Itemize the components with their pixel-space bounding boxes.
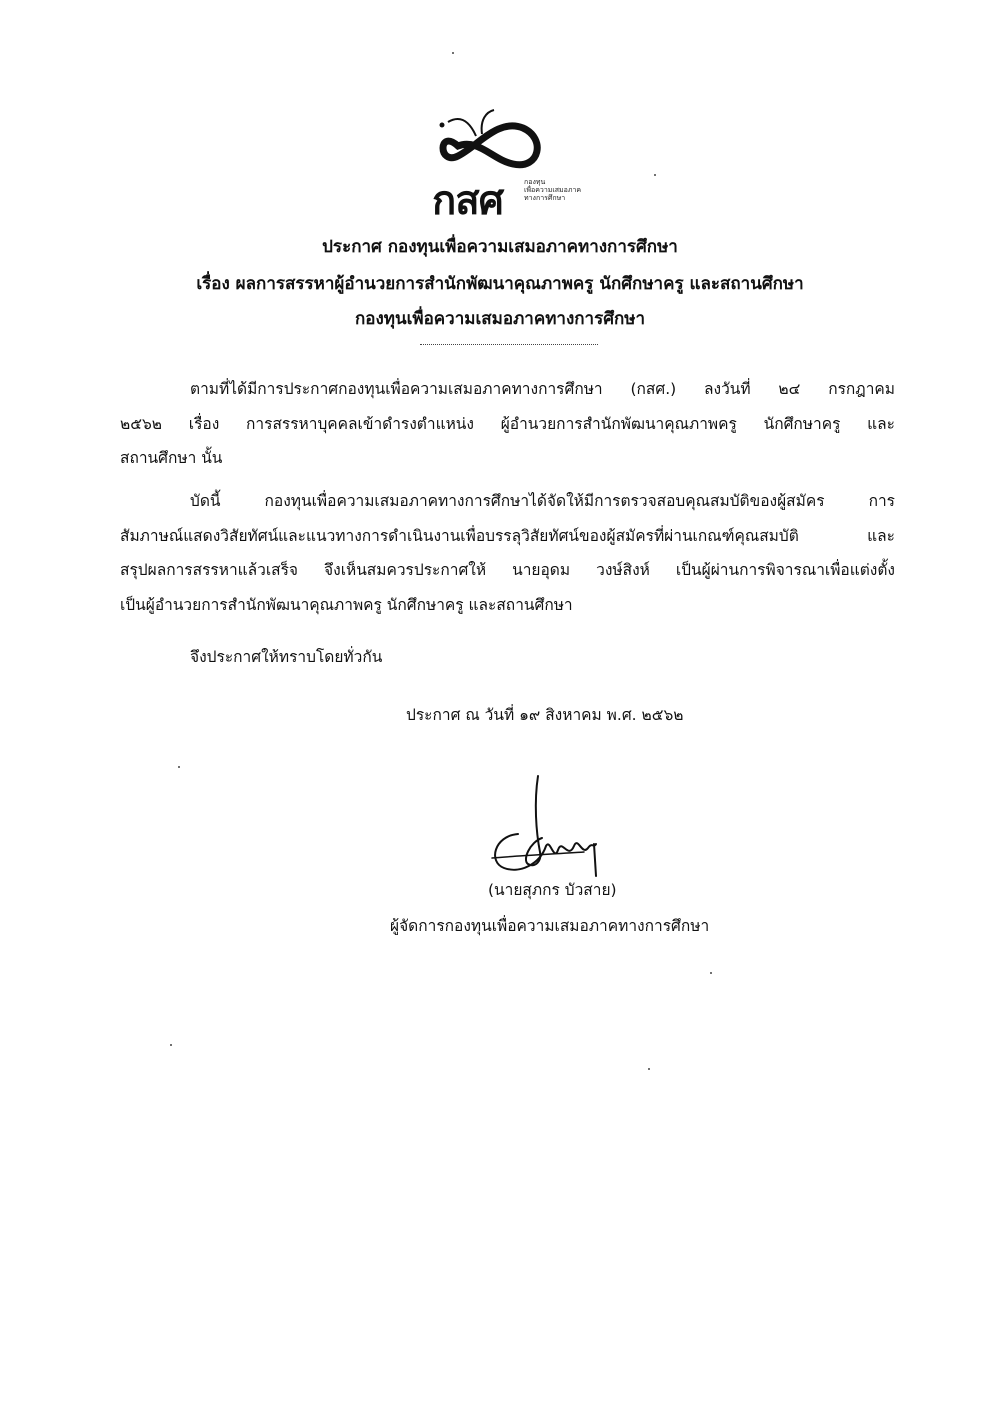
eef-logo: [428, 108, 598, 224]
announcement-subject: เรื่อง ผลการสรรหาผู้อำนวยการสำนักพัฒนาคุณภาพครู นักศึกษาครู และสถานศึกษา: [196, 274, 804, 294]
closing-line: จึงประกาศให้ทราบโดยทั่วกัน: [190, 648, 383, 666]
logo-sub-line: กองทุน: [524, 178, 546, 186]
scan-speck: [452, 52, 454, 54]
logo-subtitle: [524, 178, 604, 202]
scan-speck: [178, 766, 180, 768]
announcement-date: ประกาศ ณ วันที่ ๑๙ สิงหาคม พ.ศ. ๒๕๖๒: [406, 706, 684, 724]
header-divider: [420, 344, 598, 345]
scan-speck: [170, 1044, 172, 1046]
logo-sub-line: ทางการศึกษา: [524, 194, 566, 202]
logo-sub-line: เพื่อความเสมอภาค: [524, 186, 582, 194]
paragraph-line: เป็นผู้อำนวยการสำนักพัฒนาคุณภาพครู นักศึกษาครู และสถานศึกษา: [120, 595, 573, 614]
paragraph-line: ๒๕๖๒ เรื่อง การสรรหาบุคคลเข้าดำรงตำแหน่ง ผู้อำนวยการสำนักพัฒนาคุณภาพครู นักศึกษาครู และ: [120, 414, 895, 433]
paragraph-line: ตามที่ได้มีการประกาศกองทุนเพื่อความเสมอภาคทางการศึกษา (กสศ.) ลงวันที่ ๒๔ กรกฎาคม: [190, 380, 895, 398]
closing-statement: [120, 640, 895, 675]
scan-speck: [654, 174, 656, 176]
announcement-title: ประกาศ กองทุนเพื่อความเสมอภาคทางการศึกษา: [322, 237, 678, 257]
paragraph-line: สัมภาษณ์แสดงวิสัยทัศน์และแนวทางการดำเนินงานเพื่อบรรลุวิสัยทัศน์ของผู้สมัครที่ผ่านเกณฑ์คุณสมบัติ และ: [120, 526, 895, 545]
signatory-title: ผู้จัดการกองทุนเพื่อความเสมอภาคทางการศึกษา: [390, 917, 710, 935]
scan-speck: [648, 1068, 650, 1070]
announcement-issuer: กองทุนเพื่อความเสมอภาคทางการศึกษา: [354, 309, 646, 329]
signatory-name: (นายสุภกร บัวสาย): [488, 881, 617, 899]
paragraph-line: สถานศึกษา นั้น: [120, 449, 223, 467]
handwritten-signature: [484, 772, 604, 882]
paragraph-1: [120, 372, 895, 476]
paragraph-line: บัดนี้ กองทุนเพื่อความเสมอภาคทางการศึกษาได้จัดให้มีการตรวจสอบคุณสมบัติของผู้สมัคร การ: [190, 492, 895, 510]
paragraph-line: สรุปผลการสรรหาแล้วเสร็จ จึงเห็นสมควรประกาศให้ นายอุดม วงษ์สิงห์ เป็นผู้ผ่านการพิจารณาเพื่อแต่งตั้ง: [120, 561, 895, 579]
paragraph-2: [120, 484, 895, 622]
scan-speck: [710, 972, 712, 974]
logo-wordmark: กสศ: [432, 178, 504, 224]
